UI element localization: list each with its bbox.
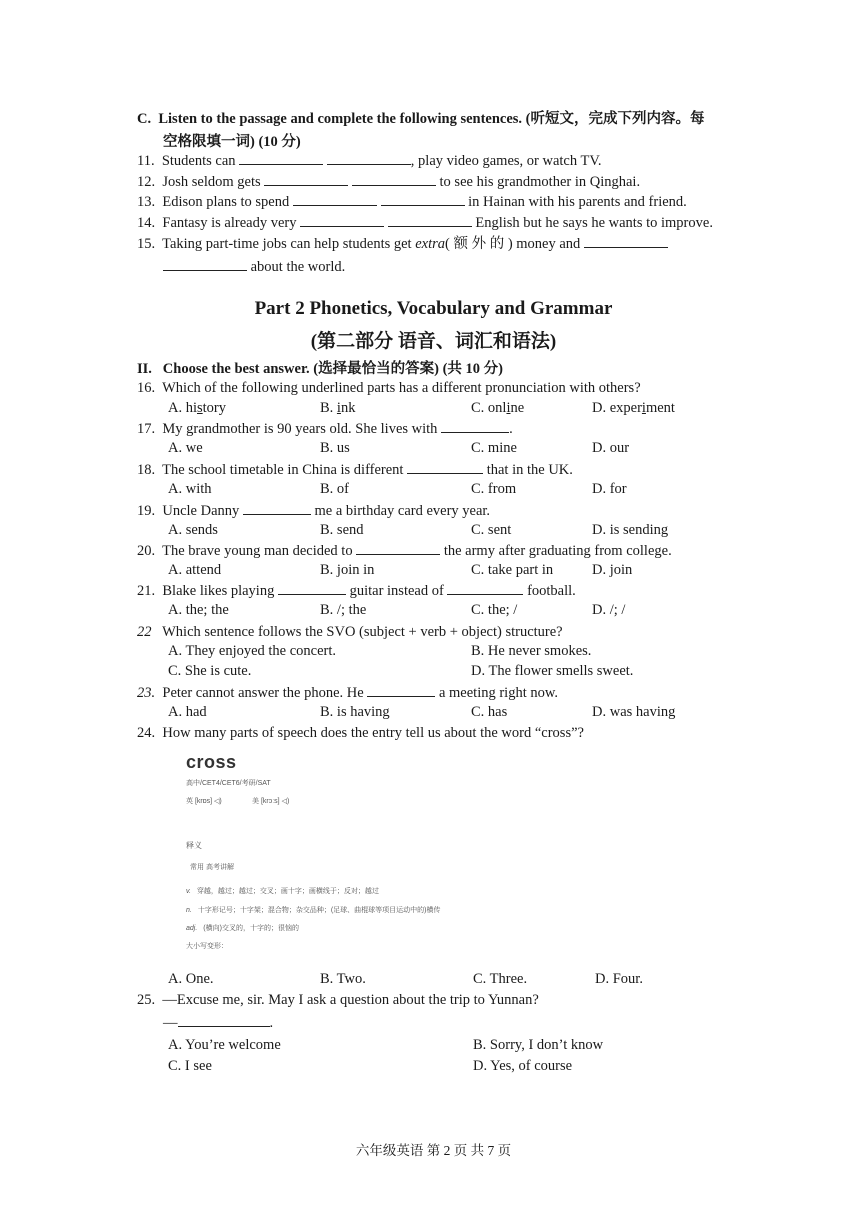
q20-option-b[interactable]: B. join in: [320, 562, 375, 578]
speaker-icon[interactable]: ◁): [281, 798, 290, 805]
question-16: 16. Which of the following underlined parts has a different pronunciation with others?: [137, 380, 641, 396]
question-14: 14. Fantasy is already very English but he says he wants to improve.: [137, 215, 713, 231]
dict-phonetic-us: 美 [krɔːs] ◁): [252, 798, 290, 805]
question-11: 11. Students can , play video games, or watch TV.: [137, 153, 602, 169]
q16-option-c[interactable]: C. online: [471, 400, 525, 416]
dict-levels: 高中/CET4/CET6/考研/SAT: [186, 780, 271, 787]
question-13: 13. Edison plans to spend in Hainan with his parents and friend.: [137, 194, 687, 210]
question-18: 18. The school timetable in China is different that in the UK.: [137, 462, 573, 478]
q17-option-c[interactable]: C. mine: [471, 440, 517, 456]
speaker-icon[interactable]: ◁): [214, 798, 222, 805]
q16-option-a[interactable]: A. history: [168, 400, 227, 416]
dict-heading: 释义: [186, 841, 202, 850]
dict-tabs[interactable]: 常用 高考讲解: [190, 864, 234, 871]
q19-option-d[interactable]: D. is sending: [592, 522, 669, 538]
dict-forms: 大小写变形：: [186, 943, 228, 950]
q24-option-b[interactable]: B. Two.: [320, 971, 366, 987]
q19-option-a[interactable]: A. sends: [168, 522, 218, 538]
q18-option-a[interactable]: A. with: [168, 481, 212, 497]
dict-adj-def: adj. (横向)交叉的，十字的；很恼的: [186, 925, 299, 932]
question-22: 22 Which sentence follows the SVO (subject + verb + object) structure?: [137, 624, 563, 640]
q20-option-d[interactable]: D. join: [592, 562, 633, 578]
q18-option-b[interactable]: B. of: [320, 481, 349, 497]
q25-answer-blank: — .: [163, 1015, 274, 1031]
q21-option-b[interactable]: B. /; the: [320, 602, 367, 618]
question-17: 17. My grandmother is 90 years old. She lives with .: [137, 421, 513, 437]
q19-option-c[interactable]: C. sent: [471, 522, 512, 538]
dict-phonetic-uk: 英 [krɒs] ◁): [186, 798, 222, 805]
question-24: 24. How many parts of speech does the entry tell us about the word “cross”?: [137, 725, 584, 741]
q23-option-c[interactable]: C. has: [471, 704, 508, 720]
q17-option-b[interactable]: B. us: [320, 440, 350, 456]
q20-option-c[interactable]: C. take part in: [471, 562, 554, 578]
question-25: 25. —Excuse me, sir. May I ask a question about the trip to Yunnan?: [137, 992, 539, 1008]
q20-option-a[interactable]: A. attend: [168, 562, 222, 578]
q17-option-d[interactable]: D. our: [592, 440, 630, 456]
section-c-heading-cont: 空格限填一词) (10 分): [163, 134, 301, 150]
question-12: 12. Josh seldom gets to see his grandmother in Qinghai.: [137, 174, 641, 190]
q22-option-a[interactable]: A. They enjoyed the concert.: [168, 643, 337, 659]
q16-option-b[interactable]: B. ink: [320, 400, 356, 416]
section-c-heading: C. Listen to the passage and complete the following sentences. (听短文，完成下列内容。每: [137, 111, 705, 127]
q24-option-a[interactable]: A. One.: [168, 971, 214, 987]
question-23: 23. Peter cannot answer the phone. He a meeting right now.: [137, 685, 559, 701]
q25-option-a[interactable]: A. You’re welcome: [168, 1037, 281, 1053]
section-ii-heading: II. Choose the best answer. (选择最恰当的答案) (共 10 分): [137, 361, 503, 377]
q25-option-c[interactable]: C. I see: [168, 1058, 212, 1074]
q24-option-c[interactable]: C. Three.: [473, 971, 528, 987]
dictionary-entry-image: [186, 752, 516, 952]
q21-option-c[interactable]: C. the; /: [471, 602, 518, 618]
q19-option-b[interactable]: B. send: [320, 522, 364, 538]
q25-option-d[interactable]: D. Yes, of course: [473, 1058, 573, 1074]
q24-option-d[interactable]: D. Four.: [595, 971, 643, 987]
question-15-cont: about the world.: [163, 258, 345, 276]
part2-subtitle: (第二部分 语音、词汇和语法): [310, 331, 557, 352]
q22-option-b[interactable]: B. He never smokes.: [471, 643, 592, 659]
q23-option-a[interactable]: A. had: [168, 704, 207, 720]
dict-noun-def: n. 十字形记号；十字架；混合物；杂交品种；(足球、曲棍球等项目运动中的)横传: [186, 907, 441, 914]
q21-option-a[interactable]: A. the; the: [168, 602, 229, 618]
q18-option-c[interactable]: C. from: [471, 481, 517, 497]
q21-option-d[interactable]: D. /; /: [592, 602, 626, 618]
q23-option-d[interactable]: D. was having: [592, 704, 676, 720]
q23-option-b[interactable]: B. is having: [320, 704, 390, 720]
q22-option-c[interactable]: C. She is cute.: [168, 663, 252, 679]
q17-option-a[interactable]: A. we: [168, 440, 203, 456]
question-15: 15. Taking part-time jobs can help students get extra( 额 外 的 ) money and: [137, 235, 668, 253]
question-19: 19. Uncle Danny me a birthday card every year.: [137, 503, 491, 519]
q18-option-d[interactable]: D. for: [592, 481, 627, 497]
question-20: 20. The brave young man decided to the army after graduating from college.: [137, 543, 672, 559]
q22-option-d[interactable]: D. The flower smells sweet.: [471, 663, 634, 679]
dict-verb-def: v. 穿越，越过；越过；交叉；画十字；画横线于；反对；越过: [186, 888, 379, 895]
page-footer: 六年级英语 第 2 页 共 7 页: [355, 1143, 512, 1158]
q25-option-b[interactable]: B. Sorry, I don’t know: [473, 1037, 604, 1053]
q16-option-d[interactable]: D. experiment: [592, 400, 675, 416]
question-21: 21. Blake likes playing guitar instead of football.: [137, 583, 576, 599]
part2-title: Part 2 Phonetics, Vocabulary and Grammar: [254, 298, 613, 319]
dict-word: cross: [186, 752, 237, 772]
